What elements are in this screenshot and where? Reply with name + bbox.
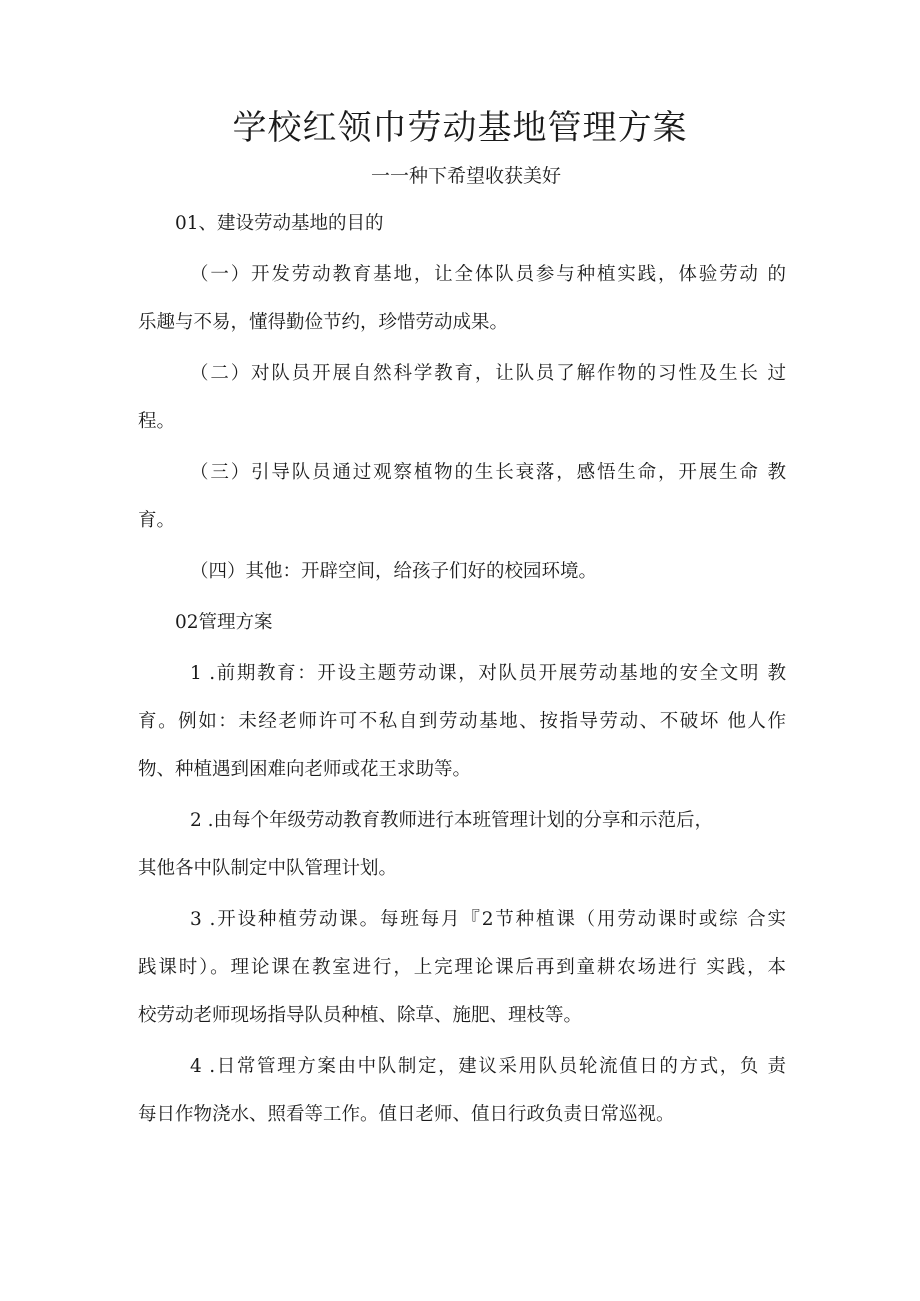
- section-heading-02: 02管理方案: [175, 612, 273, 633]
- paragraph-line: 程。: [138, 411, 176, 432]
- paragraph-line: （三）引导队员通过观察植物的生长衰落，感悟生命，开展生命 教: [190, 462, 786, 483]
- paragraph-line: （二）对队员开展自然科学教育，让队员了解作物的习性及生长 过: [190, 363, 786, 384]
- paragraph-line: （四）其他：开辟空间，给孩子们好的校园环境。: [190, 561, 598, 582]
- paragraph-line: 3 .开设种植劳动课。每班每月『2节种植课（用劳动课时或综 合实: [190, 909, 786, 930]
- paragraph-plan-4: [138, 1043, 786, 1139]
- paragraph-plan-3: [138, 896, 786, 1040]
- paragraph-line: 校劳动老师现场指导队员种植、除草、施肥、理枝等。: [138, 1005, 583, 1026]
- paragraph-purpose-3: [138, 449, 786, 545]
- paragraph-purpose-4: [138, 548, 786, 596]
- paragraph-line: 物、种植遇到困难向老师或花王求助等。: [138, 759, 472, 780]
- paragraph-line: 其他各中队制定中队管理计划。: [138, 858, 398, 879]
- paragraph-plan-1: [138, 650, 786, 794]
- paragraph-line: 践课时）。理论课在教室进行，上完理论课后再到童耕农场进行 实践，本: [138, 957, 786, 978]
- paragraph-line: 育。例如：未经老师许可不私自到劳动基地、按指导劳动、不破坏 他人作: [138, 711, 786, 732]
- page-subtitle: 一一种下希望收获美好: [370, 165, 561, 187]
- paragraph-purpose-1: [138, 251, 786, 347]
- paragraph-purpose-2: [138, 350, 786, 446]
- paragraph-line: 1 .前期教育：开设主题劳动课，对队员开展劳动基地的安全文明 教: [190, 663, 786, 684]
- document-body: [138, 200, 786, 1142]
- paragraph-line: 4 .日常管理方案由中队制定，建议采用队员轮流值日的方式，负 责: [190, 1056, 786, 1077]
- paragraph-line: 每日作物浇水、照看等工作。值日老师、值日行政负责日常巡视。: [138, 1104, 675, 1125]
- paragraph-line: 育。: [138, 510, 176, 531]
- page-title: 学校红领巾劳动基地管理方案: [232, 108, 688, 148]
- section-heading-01: 01、建设劳动基地的目的: [175, 213, 384, 234]
- paragraph-line: 乐趣与不易，懂得勤俭节约，珍惜劳动成果。: [138, 312, 509, 333]
- paragraph-line: （一）开发劳动教育基地，让全体队员参与种植实践，体验劳动 的: [190, 264, 786, 285]
- paragraph-line: 2 .由每个年级劳动教育教师进行本班管理计划的分享和示范后，: [190, 810, 714, 831]
- paragraph-plan-2: [138, 797, 786, 893]
